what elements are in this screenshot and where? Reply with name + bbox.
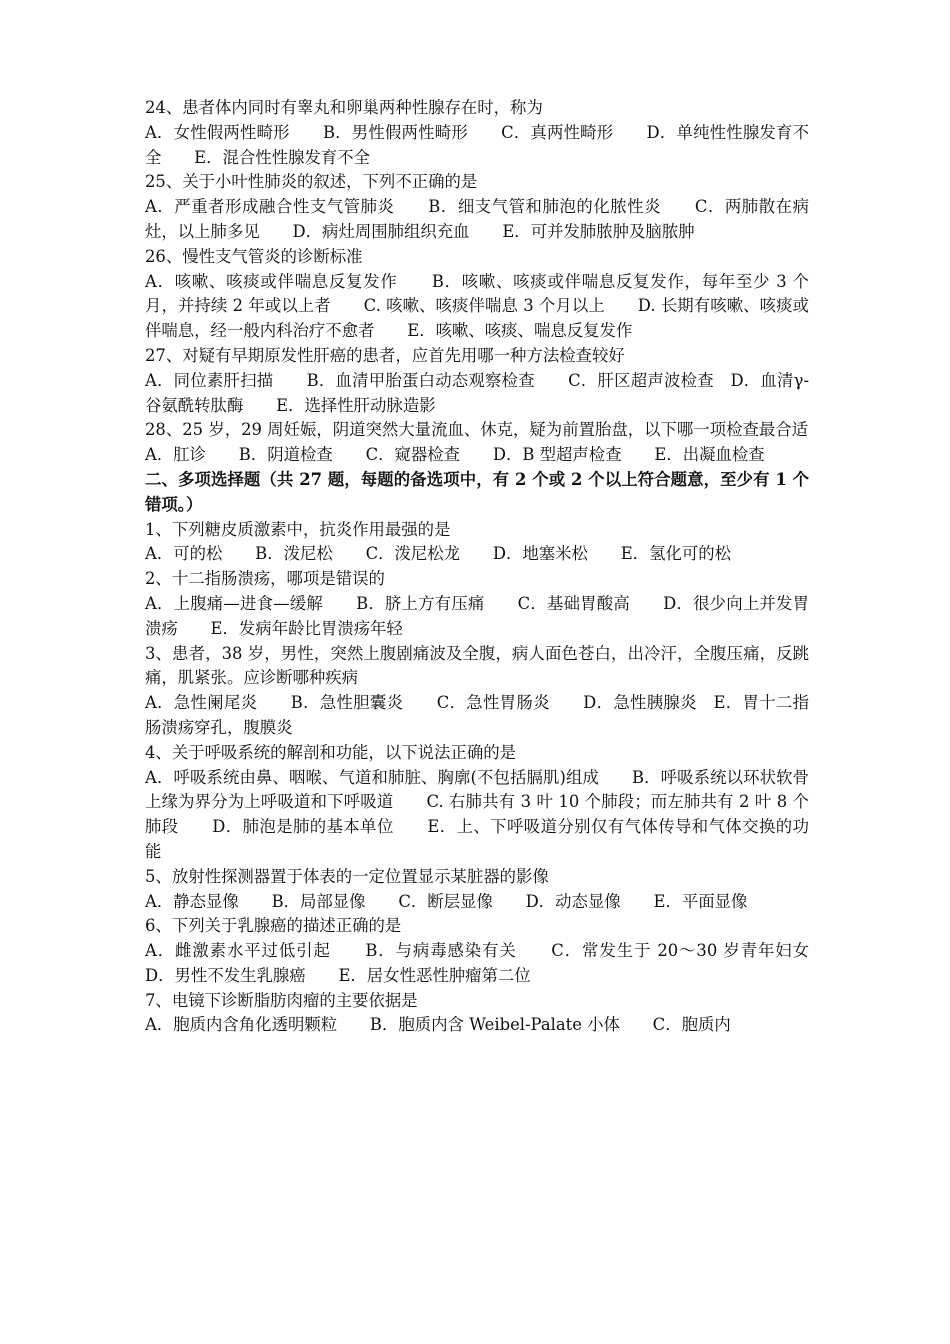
options-m5: A．静态显像 B．局部显像 C．断层显像 D．动态显像 E．平面显像 [145, 891, 748, 911]
question-28: 28、25 岁，29 周妊娠，阴道突然大量流血、休克，疑为前置胎盘，以下哪一项检查最合适 [145, 420, 809, 440]
options-27: A．同位素肝扫描 B．血清甲胎蛋白动态观察检查 C．肝区超声波检查 D．血清γ-谷氨酰转肽酶 E．选择性肝动脉造影 [145, 370, 809, 415]
section-heading-multiple-choice: 二、多项选择题（共 27 题，每题的备选项中，有 2 个或 2 个以上符合题意，至少有 1 个错项。） [145, 469, 809, 514]
question-m7: 7、电镜下诊断脂肪肉瘤的主要依据是 [145, 990, 418, 1010]
options-25: A．严重者形成融合性支气管肺炎 B．细支气管和肺泡的化脓性炎 C．两肺散在病灶，以上肺多见 D．病灶周围肺组织充血 E．可并发肺脓肿及脑脓肿 [145, 197, 809, 241]
options-m2: A．上腹痛—进食—缓解 B．脐上方有压痛 C．基础胃酸高 D．很少向上并发胃溃疡 E．发病年龄比胃溃疡年轻 [145, 593, 809, 638]
question-25: 25、关于小叶性肺炎的叙述，下列不正确的是 [145, 172, 478, 192]
question-26: 26、慢性支气管炎的诊断标准 [145, 246, 363, 266]
question-m1: 1、下列糖皮质激素中，抗炎作用最强的是 [145, 519, 451, 539]
question-m5: 5、放射性探测器置于体表的一定位置显示某脏器的影像 [145, 866, 549, 886]
options-m4: A．呼吸系统由鼻、咽喉、气道和肺脏、胸廓(不包括膈肌)组成 B．呼吸系统以环状软骨上缘为界分为上呼吸道和下呼吸道 C. 右肺共有 3 叶 10 个肺段；而左肺共有 2 叶 8 个肺段 D．肺泡是肺的基本单位 E．上、下呼吸道分别仅有气体传导和气体交换的功能 [145, 767, 809, 861]
document-page [145, 96, 842, 1038]
options-28: A．肛诊 B．阴道检查 C．窥器检查 D．B 型超声检查 E．出凝血检查 [145, 445, 765, 465]
question-24: 24、患者体内同时有睾丸和卵巢两种性腺存在时，称为 [145, 98, 543, 117]
options-m1: A．可的松 B．泼尼松 C．泼尼松龙 D．地塞米松 E．氢化可的松 [145, 544, 732, 564]
question-m2: 2、十二指肠溃疡，哪项是错误的 [145, 569, 385, 589]
options-m6: A．雌激素水平过低引起 B．与病毒感染有关 C．常发生于 20～30 岁青年妇女 D．男性不发生乳腺癌 E．居女性恶性肿瘤第二位 [145, 941, 842, 985]
options-m3: A．急性阑尾炎 B．急性胆囊炎 C．急性胃肠炎 D．急性胰腺炎 E．胃十二指肠溃疡穿孔，腹膜炎 [145, 693, 809, 737]
question-27: 27、对疑有早期原发性肝癌的患者，应首先用哪一种方法检查较好 [145, 345, 625, 365]
question-m4: 4、关于呼吸系统的解剖和功能，以下说法正确的是 [145, 742, 517, 762]
question-m3: 3、患者，38 岁，男性，突然上腹剧痛波及全腹，病人面色苍白，出冷汗，全腹压痛，反跳痛，肌紧张。应诊断哪种疾病 [145, 643, 809, 688]
options-m7: A．胞质内含角化透明颗粒 B．胞质内含 Weibel-Palate 小体 C．胞质内 [145, 1015, 731, 1035]
options-24: A．女性假两性畸形 B．男性假两性畸形 C．真两性畸形 D．单纯性性腺发育不全 E．混合性性腺发育不全 [145, 122, 809, 167]
options-26: A．咳嗽、咳痰或伴喘息反复发作 B．咳嗽、咳痰或伴喘息反复发作，每年至少 3 个月，并持续 2 年或以上者 C. 咳嗽、咳痰伴喘息 3 个月以上 D. 长期有咳嗽、咳痰或伴喘息，经一般内科治疗不愈者 E．咳嗽、咳痰、喘息反复发作 [145, 271, 809, 341]
question-m6: 6、下列关于乳腺癌的描述正确的是 [145, 916, 402, 936]
